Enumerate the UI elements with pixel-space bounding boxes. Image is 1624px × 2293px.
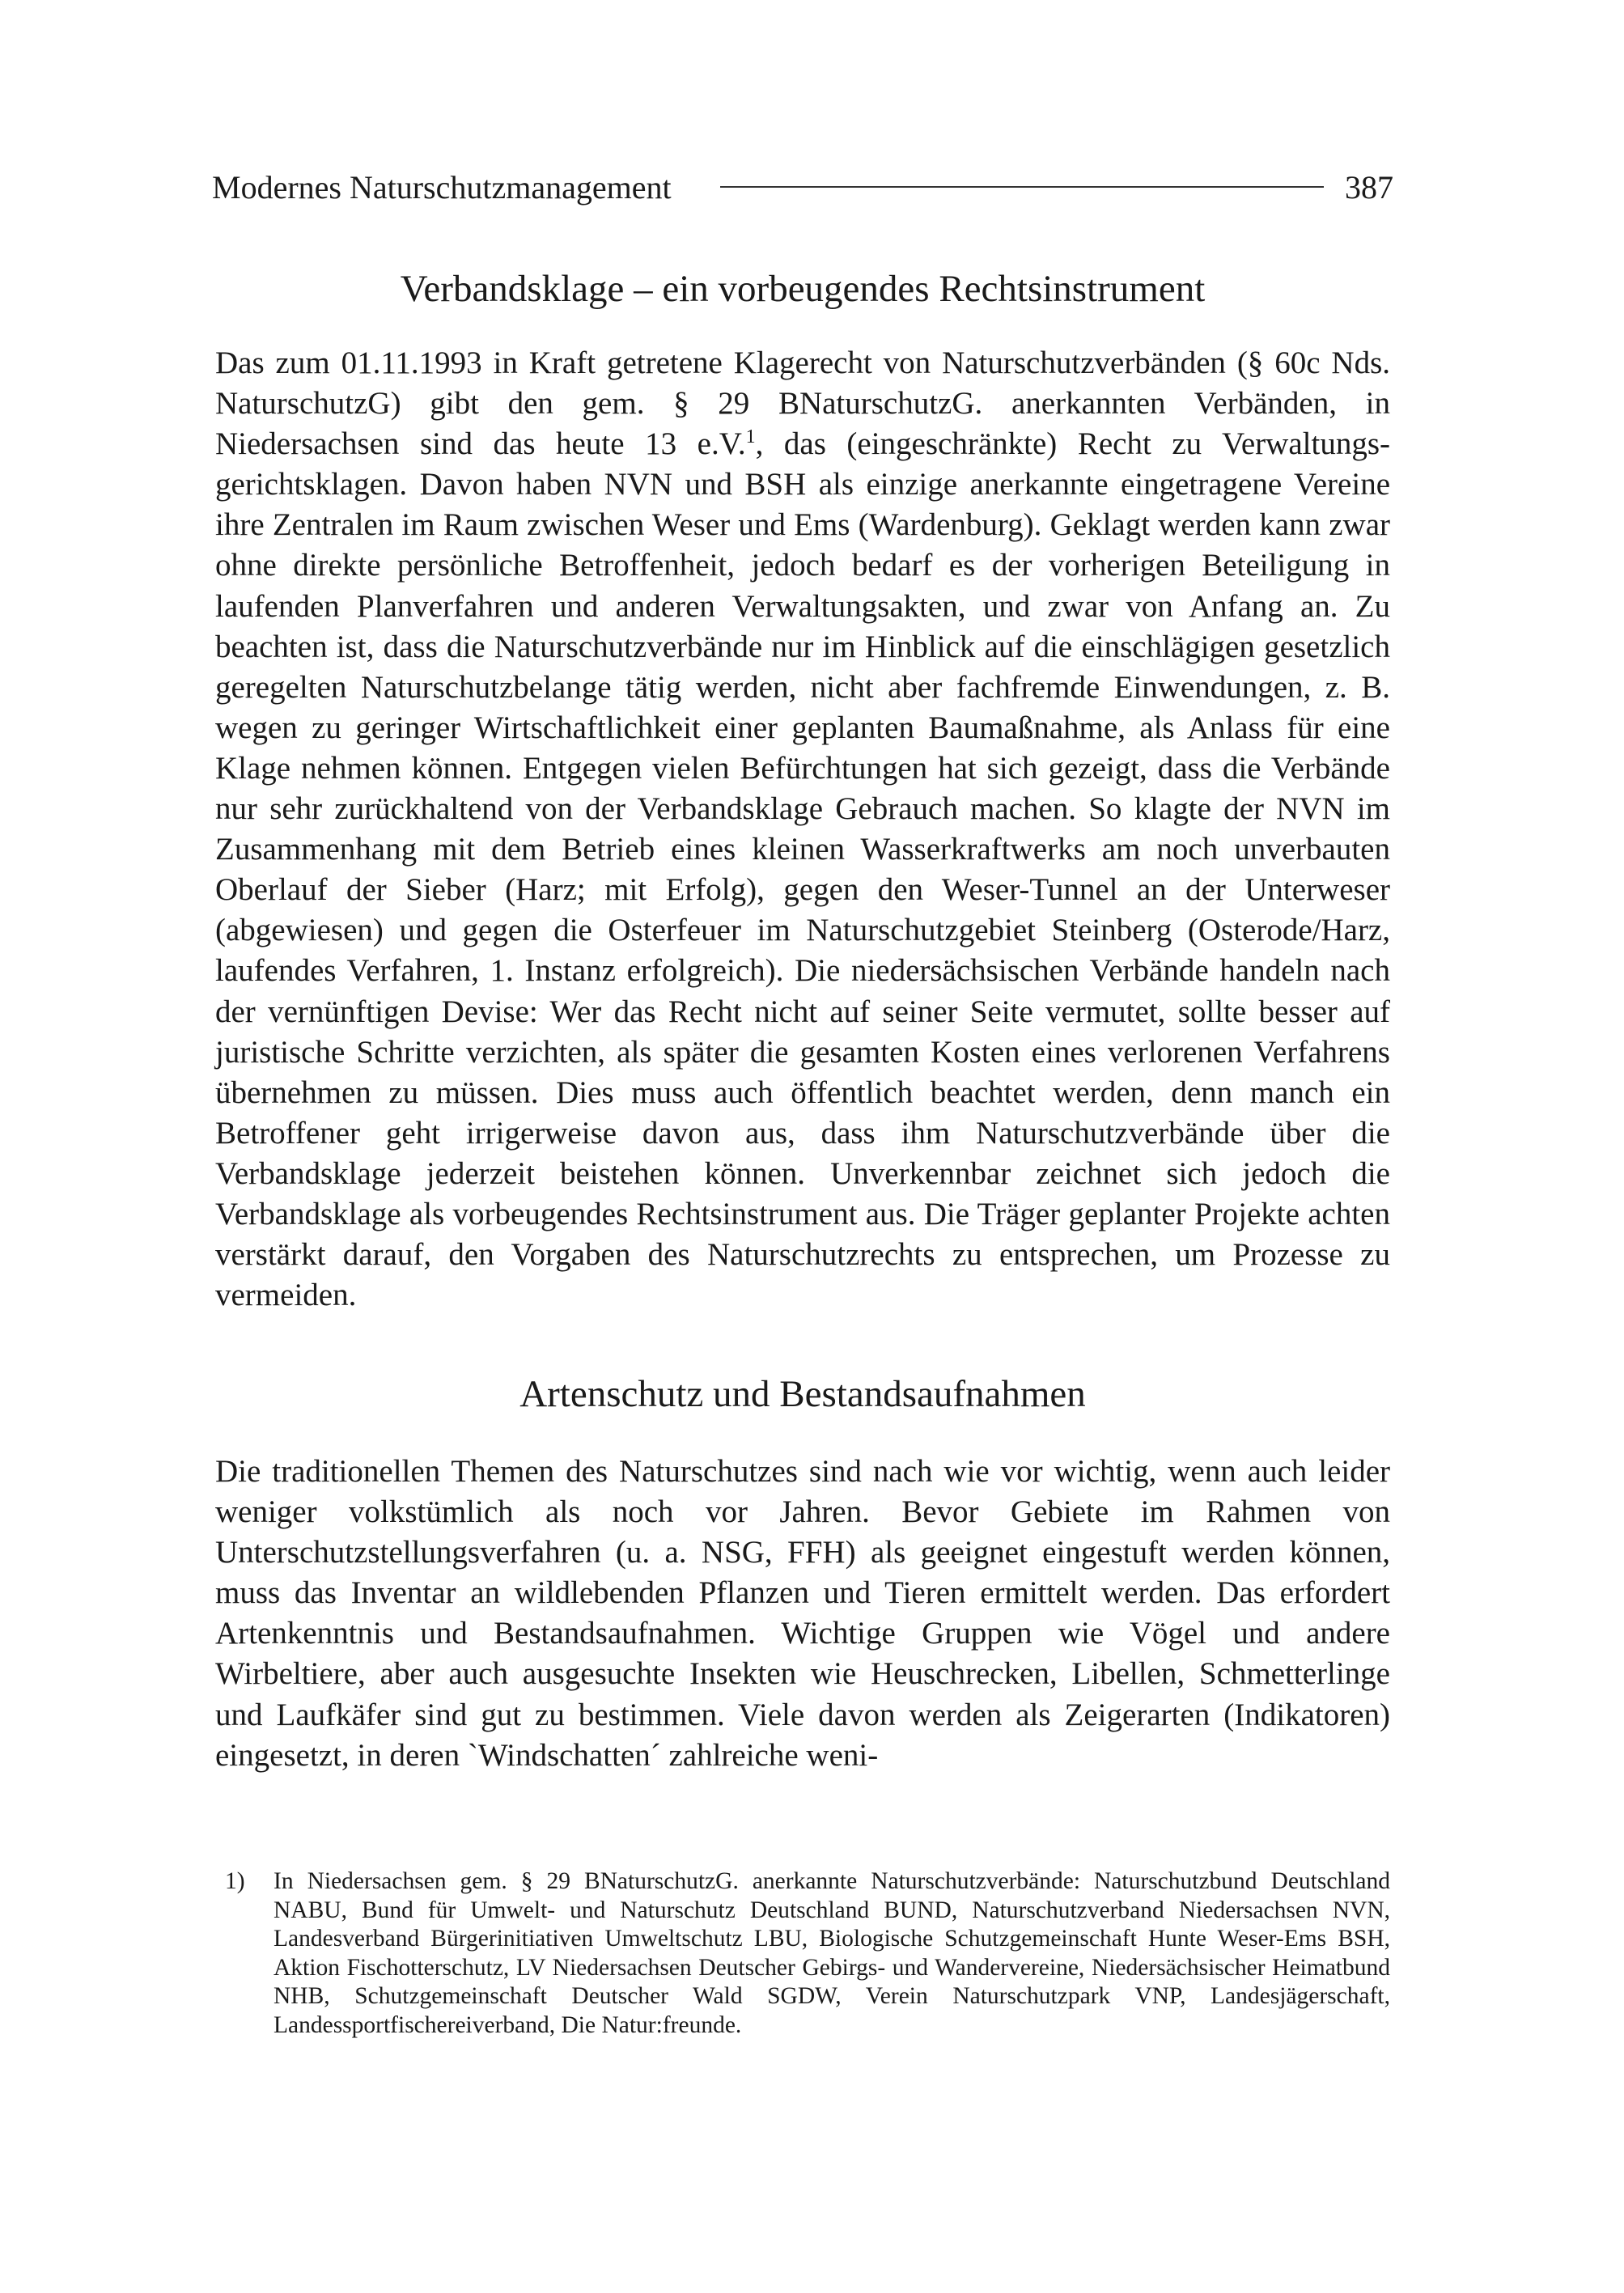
footnote [225,1867,1390,2040]
running-head-rule [720,186,1324,188]
paragraph-verbandsklage-part1: Das zum 01.11.1993 in Kraft getretene Klagerecht von Naturschutzverbänden (§ 60c Nds. NaturschutzG) gibt den gem. § 29 BNaturschutzG. anerkannten Verbänden, in Niedersachsen sind das heute 13 e.V. [215,345,1390,462]
paragraph-artenschutz: Die traditionellen Themen des Naturschutzes sind nach wie vor wichtig, wenn auch leider weniger volkstümlich als noch vor Jahren. Bevor Gebiete im Rahmen von Unterschutzstellungsverfahren (u. a. NSG, FFH) als geeignet eingestuft werden können, muss das Inventar an wildlebenden Pflanzen und Tieren ermittelt werden. Das erfordert Artenkenntnis und Bestandsaufnahmen. Wichtige Gruppen wie Vögel und andere Wirbeltiere, aber auch ausgesuchte Insekten wie Heuschrecken, Libellen, Schmetterlinge und Laufkäfer sind gut zu bestimmen. Viele davon werden als Zeigerarten (Indikatoren) eingesetzt, in deren `Windschatten´ zahlreiche weni- [215,1454,1390,1773]
footnote-reference[interactable]: 1 [745,426,756,448]
section-heading-verbandsklage: Verbandsklage – ein vorbeugendes Rechtsinstrument [400,268,1206,310]
paragraph-verbandsklage [215,343,1390,1316]
page-number: 387 [1345,168,1393,206]
footnote-text: In Niedersachsen gem. § 29 BNaturschutzG. anerkannte Naturschutzverbände: Naturschutzbund Deutschland NABU, Bund für Umwelt- und Naturschutz Deutschland BUND, Naturschutzverband Niedersachsen NVN, Landesverband Bürgerinitiativen Umweltschutz LBU, Biologische Schutzgemeinschaft Hunte Weser-Ems BSH, Aktion Fischotterschutz, LV Niedersachsen Deutscher Gebirgs- und Wandervereine, Niedersächsischer Heimatbund NHB, Schutzgemeinschaft Deutscher Wald SGDW, Verein Naturschutzpark VNP, Landesjägerschaft, Landessportfischereiverband, Die Natur:freunde. [273,1868,1390,2038]
footnote-mark: 1) [225,1868,245,1894]
section-heading-artenschutz: Artenschutz und Bestandsaufnahmen [519,1373,1086,1415]
paragraph-verbandsklage-part2: , das (eingeschränkte) Recht zu Verwaltungsgerichtsklagen. Davon haben NVN und BSH als einzige anerkannte eingetragene Vereine ihre Zentralen im Raum zwischen Weser und Ems (Wardenburg). Geklagt werden kann zwar ohne direkte persönliche Betroffenheit, jedoch bedarf es der vorherigen Beteiligung in laufenden Planverfahren und anderen Verwaltungsakten, und zwar von Anfang an. Zu beachten ist, dass die Naturschutzverbände nur im Hinblick auf die einschlägigen gesetzlich geregelten Naturschutzbelange tätig werden, nicht aber fachfremde Einwendungen, z. B. wegen zu geringer Wirtschaftlichkeit einer geplanten Baumaßnahme, als Anlass für eine Klage nehmen können. Entgegen vielen Befürchtungen hat sich gezeigt, dass die Verbände nur sehr zurückhaltend von der Verbandsklage Gebrauch machen. So klagte der NVN im Zusammenhang mit dem Betrieb eines kleinen Wasserkraftwerks am noch unverbauten Oberlauf der Sieber (Harz; mit Erfolg), gegen den Weser-Tunnel an der Unterweser (abgewiesen) und gegen die Osterfeuer im Naturschutzgebiet Steinberg (Osterode/Harz, laufendes Verfahren, 1. Instanz erfolgreich). Die niedersächsischen Verbände handeln nach der vernünftigen Devise: Wer das Recht nicht auf seiner Seite vermutet, sollte besser auf juristische Schritte verzichten, als später die gesamten Kosten eines verlorenen Verfahrens übernehmen zu müssen. Dies muss auch öffentlich beachtet werden, denn manch ein Betroffener geht irrigerweise davon aus, dass ihm Naturschutzverbände über die Verbandsklage jederzeit beistehen können. Unverkennbar zeichnet sich jedoch die Verbandsklage als vorbeugendes Rechtsinstrument aus. Die Träger geplanter Projekte achten verstärkt darauf, den Vorgaben des Naturschutzrechts zu entsprechen, um Prozesse zu vermeiden. [215,426,1390,1313]
running-head-title: Modernes Naturschutzmanagement [212,168,672,206]
running-head [212,167,1393,207]
